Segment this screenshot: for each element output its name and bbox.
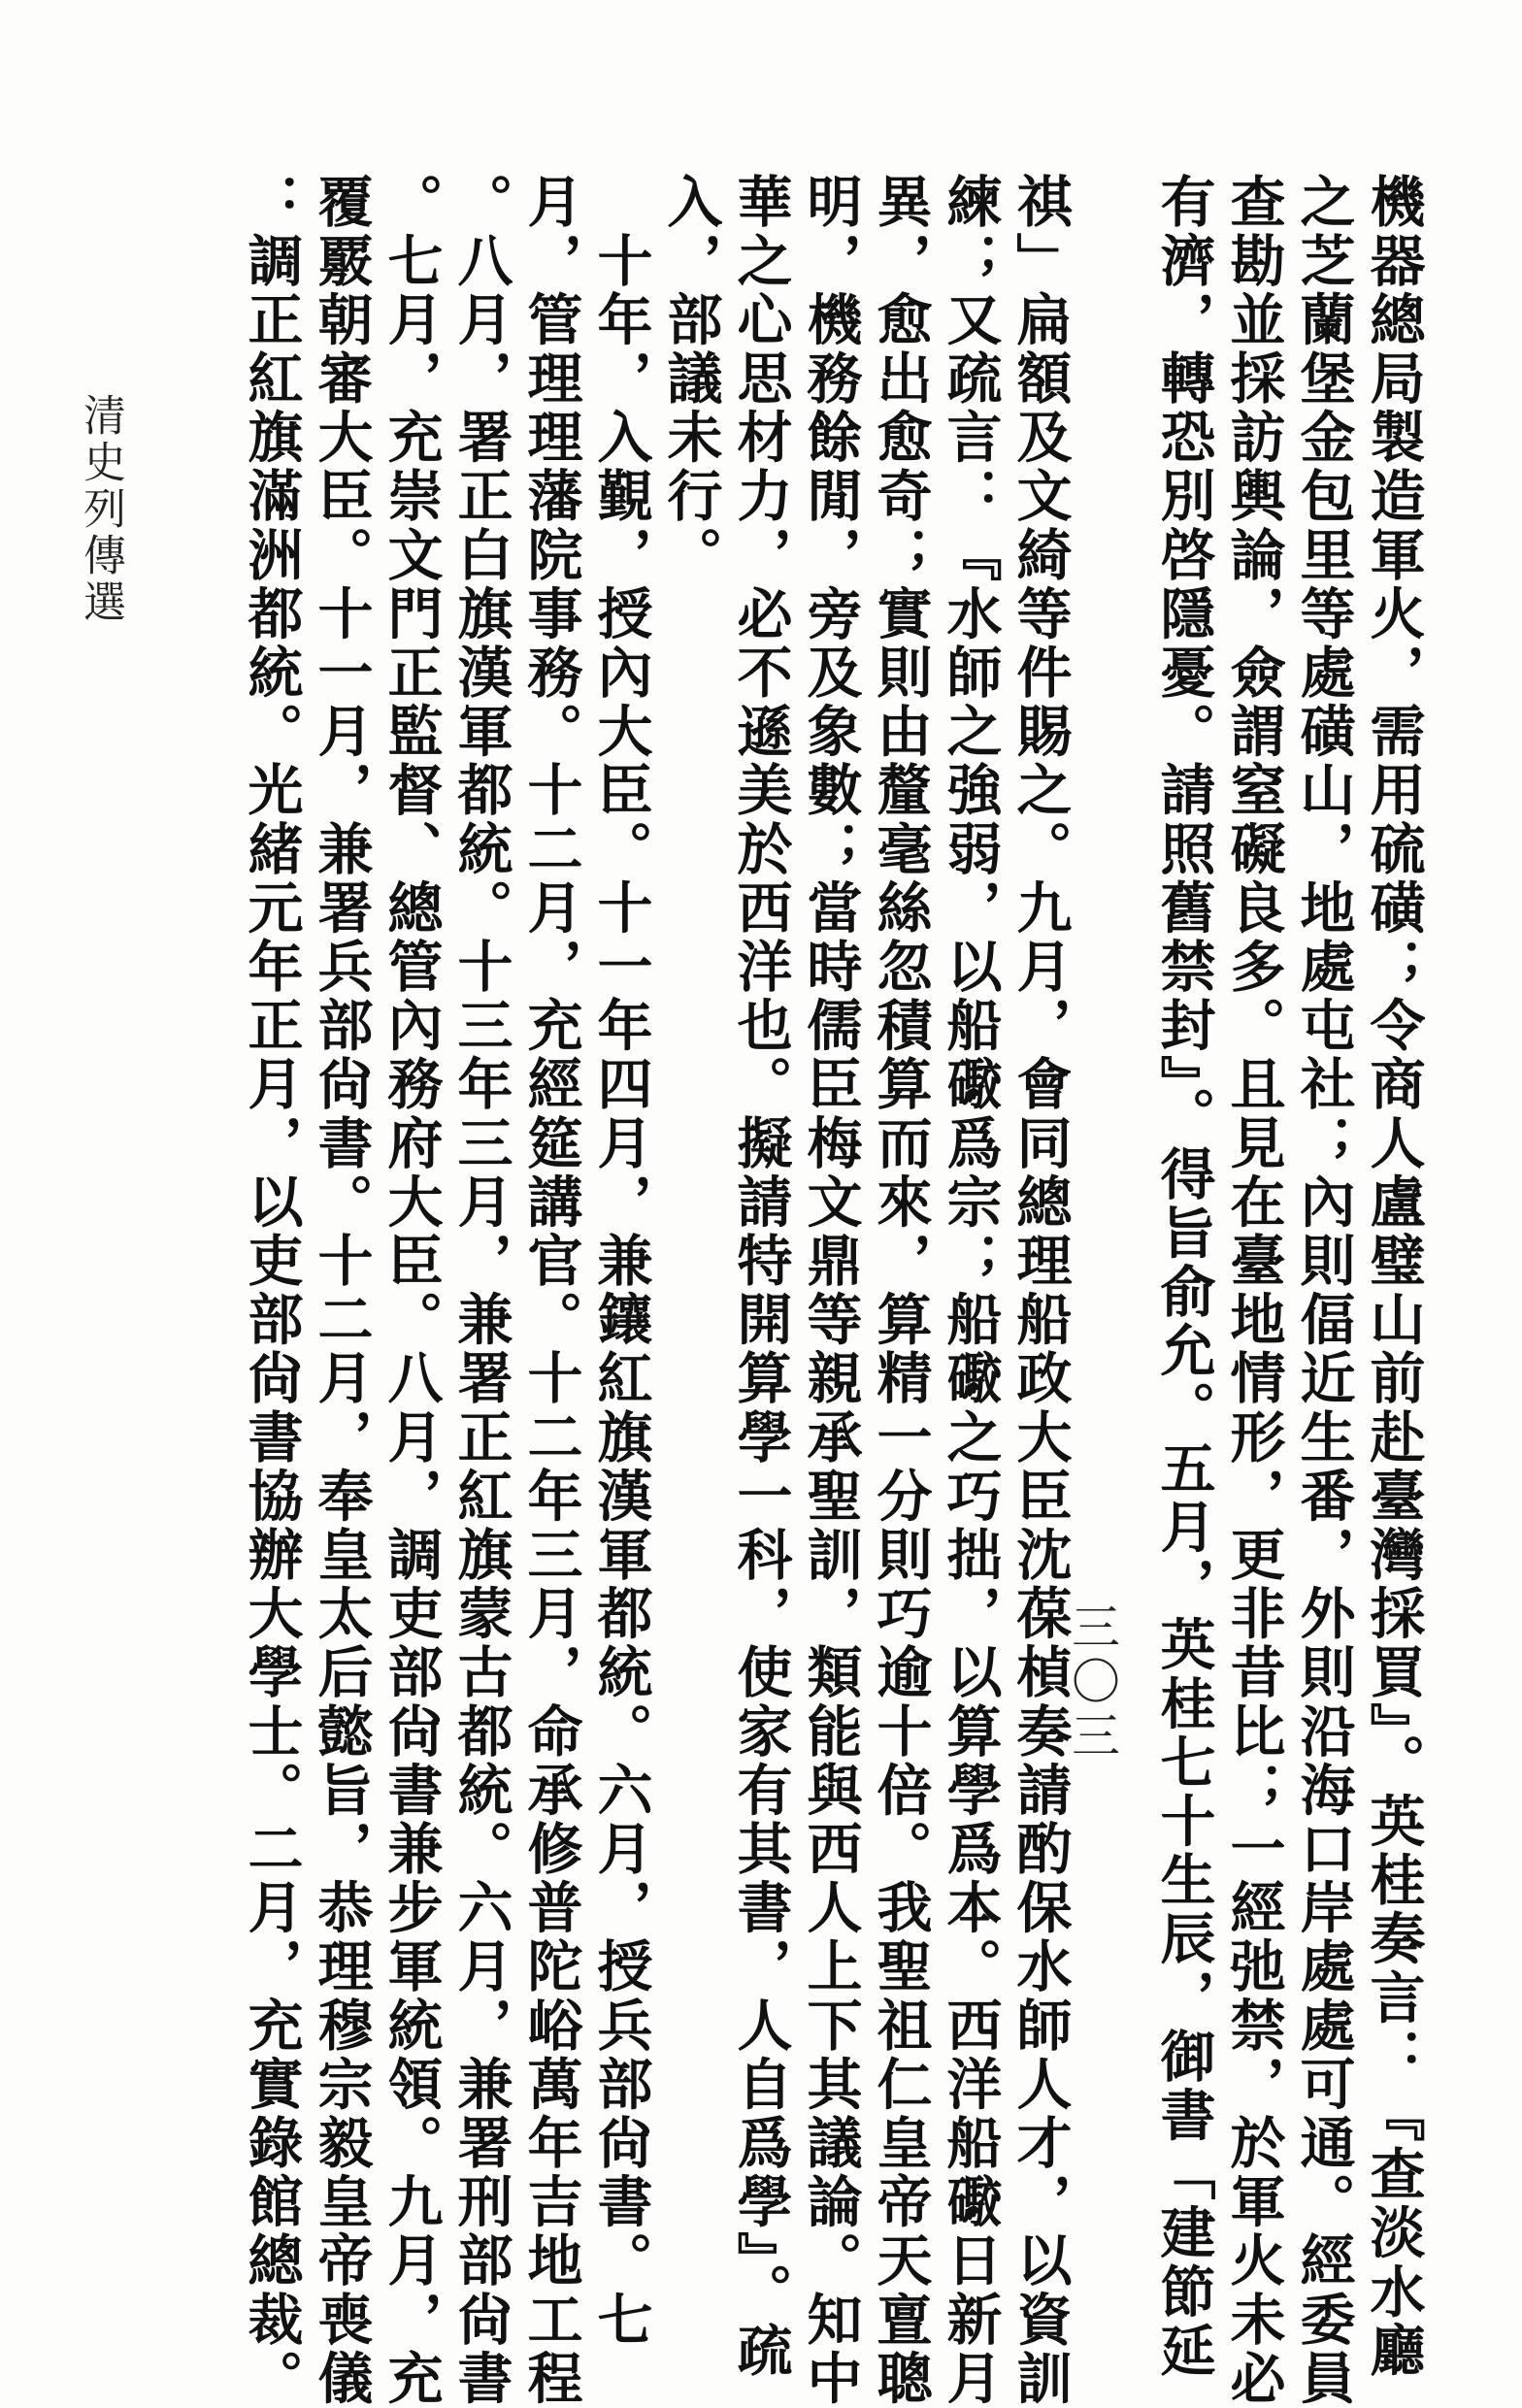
- text-column-4: 有濟，轉恐別啓隱憂。請照舊禁封』。得旨俞允。五月，英桂七十生辰，御書「建節延: [1151, 173, 1216, 2381]
- text-column-6: 練；又疏言：『水師之強弱，以船礮爲宗；船礮之巧拙，以算學爲本。西洋船礮日新月: [938, 173, 1003, 2408]
- text-column-8: 明，機務餘閒，旁及象數；當時儒臣梅文鼎等親承聖訓，類能與西人上下其議論。知中: [798, 173, 863, 2408]
- text-column-15: 覆覈朝審大臣。十一月，兼署兵部尙書。十二月，奉皇太后懿旨，恭理穆宗毅皇帝喪儀: [309, 173, 374, 2408]
- text-column-13: 。八月，署正白旗漢軍都統。十三年三月，兼署正紅旗蒙古都統。六月，兼署刑部尙書: [448, 173, 513, 2408]
- text-column-11: 十年，入覲，授內大臣。十一年四月，兼鑲紅旗漢軍都統。六月，授兵部尙書。七: [588, 173, 653, 2350]
- text-column-5: 祺」扁額及文綺等件賜之。九月，會同總理船政大臣沈葆楨奏請酌保水師人才，以資訓: [1008, 173, 1073, 2408]
- running-head-title: 清史列傳選: [76, 393, 125, 626]
- text-column-10: 入，部議未行。: [658, 173, 723, 585]
- text-column-9: 華之心思材力，必不遜美於西洋也。擬請特開算學一科，使家有其書，人自爲學』。疏: [728, 173, 793, 2381]
- text-column-14: 。七月，充崇文門正監督、總管內務府大臣。八月，調吏部尙書兼步軍統領。九月，充: [379, 173, 444, 2408]
- text-column-1: 機器總局製造軍火，需用硫磺；令商人盧璧山前赴臺灣採買』。英桂奏言：『查淡水廳: [1361, 173, 1426, 2381]
- text-column-12: 月，管理理藩院事務。十二月，充經筵講官。十二年三月，命承修普陀峪萬年吉地工程: [518, 173, 583, 2408]
- page-number: 三〇三: [1064, 1601, 1120, 1765]
- text-column-2: 之芝蘭堡金包里等處磺山，地處屯社；內則偪近生番，外則沿海口岸處處可通。經委員: [1291, 173, 1356, 2408]
- text-column-16: ：調正紅旗滿洲都統。光緒元年正月，以吏部尙書協辦大學士。二月，充實錄館總裁。: [239, 173, 304, 2408]
- text-column-3: 查勘並採訪輿論，僉謂窒礙良多。且見在臺地情形，更非昔比；一經弛禁，於軍火未必: [1221, 173, 1286, 2408]
- text-column-7: 異，愈出愈奇；實則由釐毫絲忽積算而來，算精一分則巧逾十倍。我聖祖仁皇帝天亶聰: [868, 173, 933, 2408]
